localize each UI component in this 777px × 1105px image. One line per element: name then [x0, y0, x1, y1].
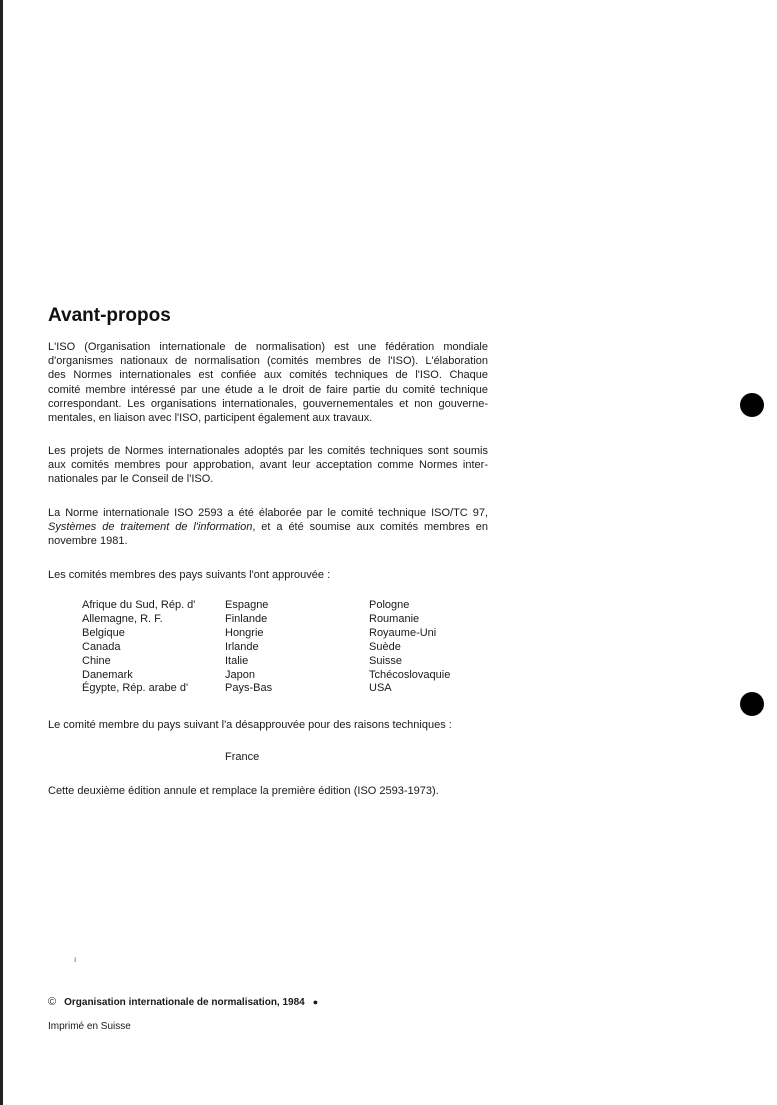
country-item: Japon — [225, 668, 255, 681]
committee-title: Systèmes de traitement de l'information — [48, 521, 253, 534]
disapproved-country: France — [225, 751, 260, 763]
country-item: Égypte, Rép. arabe d' — [82, 682, 189, 695]
country-column-2 — [225, 599, 272, 696]
paragraph-text: , et a été soumise aux comités membres en — [252, 521, 489, 534]
country-item: Allemagne, R. F. — [82, 612, 163, 625]
country-column-1 — [82, 599, 195, 696]
country-item: Irlande — [225, 640, 259, 653]
scan-speck: ı — [74, 955, 77, 964]
approved-intro: Les comités membres des pays suivants l'ont approuvée : — [48, 569, 331, 581]
country-item: Pays-Bas — [225, 682, 273, 695]
country-item: Italie — [225, 654, 249, 667]
copyright-text: Organisation internationale de normalisation, 1984 — [64, 997, 305, 1008]
edition-note: Cette deuxième édition annule et remplace la première édition (ISO 2593-1973). — [48, 785, 439, 797]
country-item: Tchécoslovaquie — [369, 668, 451, 681]
printed-in: Imprimé en Suisse — [48, 1021, 131, 1032]
country-item: Royaume-Uni — [369, 626, 437, 639]
paragraph-line: L'ISO (Organisation internationale de normalisation) est une fédération mondiale — [48, 341, 488, 353]
paragraph-line: correspondant. Les organisations internationales, gouvernementales et non gouverne- — [48, 397, 488, 410]
page-edge — [0, 0, 3, 1105]
foreword-paragraph-2 — [48, 444, 488, 487]
paragraph-line — [48, 520, 488, 534]
paragraph-line: Les projets de Normes internationales adoptés par les comités techniques sont soumis — [48, 445, 488, 457]
country-item: Canada — [82, 640, 121, 653]
punch-hole-icon — [740, 692, 764, 716]
copyright-line — [48, 996, 318, 1008]
country-item: Chine — [82, 654, 111, 667]
country-column-3 — [369, 599, 450, 696]
country-item: Hongrie — [225, 626, 264, 639]
country-item: Roumanie — [369, 612, 420, 625]
foreword-paragraph-3 — [48, 506, 488, 549]
country-item: Afrique du Sud, Rép. d' — [82, 599, 196, 611]
paragraph-line: aux comités membres pour approbation, avant leur acceptation comme Normes inter- — [48, 459, 488, 472]
country-item: Suisse — [369, 654, 403, 667]
country-item: Suède — [369, 640, 401, 653]
disapproved-intro: Le comité membre du pays suivant l'a désapprouvée pour des raisons techniques : — [48, 719, 452, 731]
punch-hole-icon — [740, 393, 764, 417]
country-item: Espagne — [225, 599, 269, 611]
paragraph-line: d'organismes nationaux de normalisation (comités membres de l'ISO). L'élaboration — [48, 355, 488, 368]
foreword-paragraph-1 — [48, 340, 488, 425]
bullet-icon: ● — [312, 997, 319, 1007]
country-item: Finlande — [225, 612, 268, 625]
copyright-icon: © — [48, 996, 57, 1008]
country-item: Belgique — [82, 626, 125, 639]
country-item: Danemark — [82, 668, 133, 681]
paragraph-line: La Norme internationale ISO 2593 a été élaborée par le comité technique ISO/TC 97, — [48, 507, 488, 519]
paragraph-line: des Normes internationales est confiée aux comités techniques de l'ISO. Chaque — [48, 369, 488, 382]
page-title: Avant-propos — [48, 305, 171, 326]
paragraph-line: nationales par le Conseil de l'ISO. — [48, 473, 214, 486]
country-item: USA — [369, 682, 392, 695]
country-item: Pologne — [369, 599, 410, 611]
paragraph-line: novembre 1981. — [48, 535, 128, 548]
paragraph-line: mentales, en liaison avec l'ISO, participent également aux travaux. — [48, 412, 373, 425]
paragraph-line: comité membre intéressé par une étude a le droit de faire partie du comité technique — [48, 383, 488, 396]
